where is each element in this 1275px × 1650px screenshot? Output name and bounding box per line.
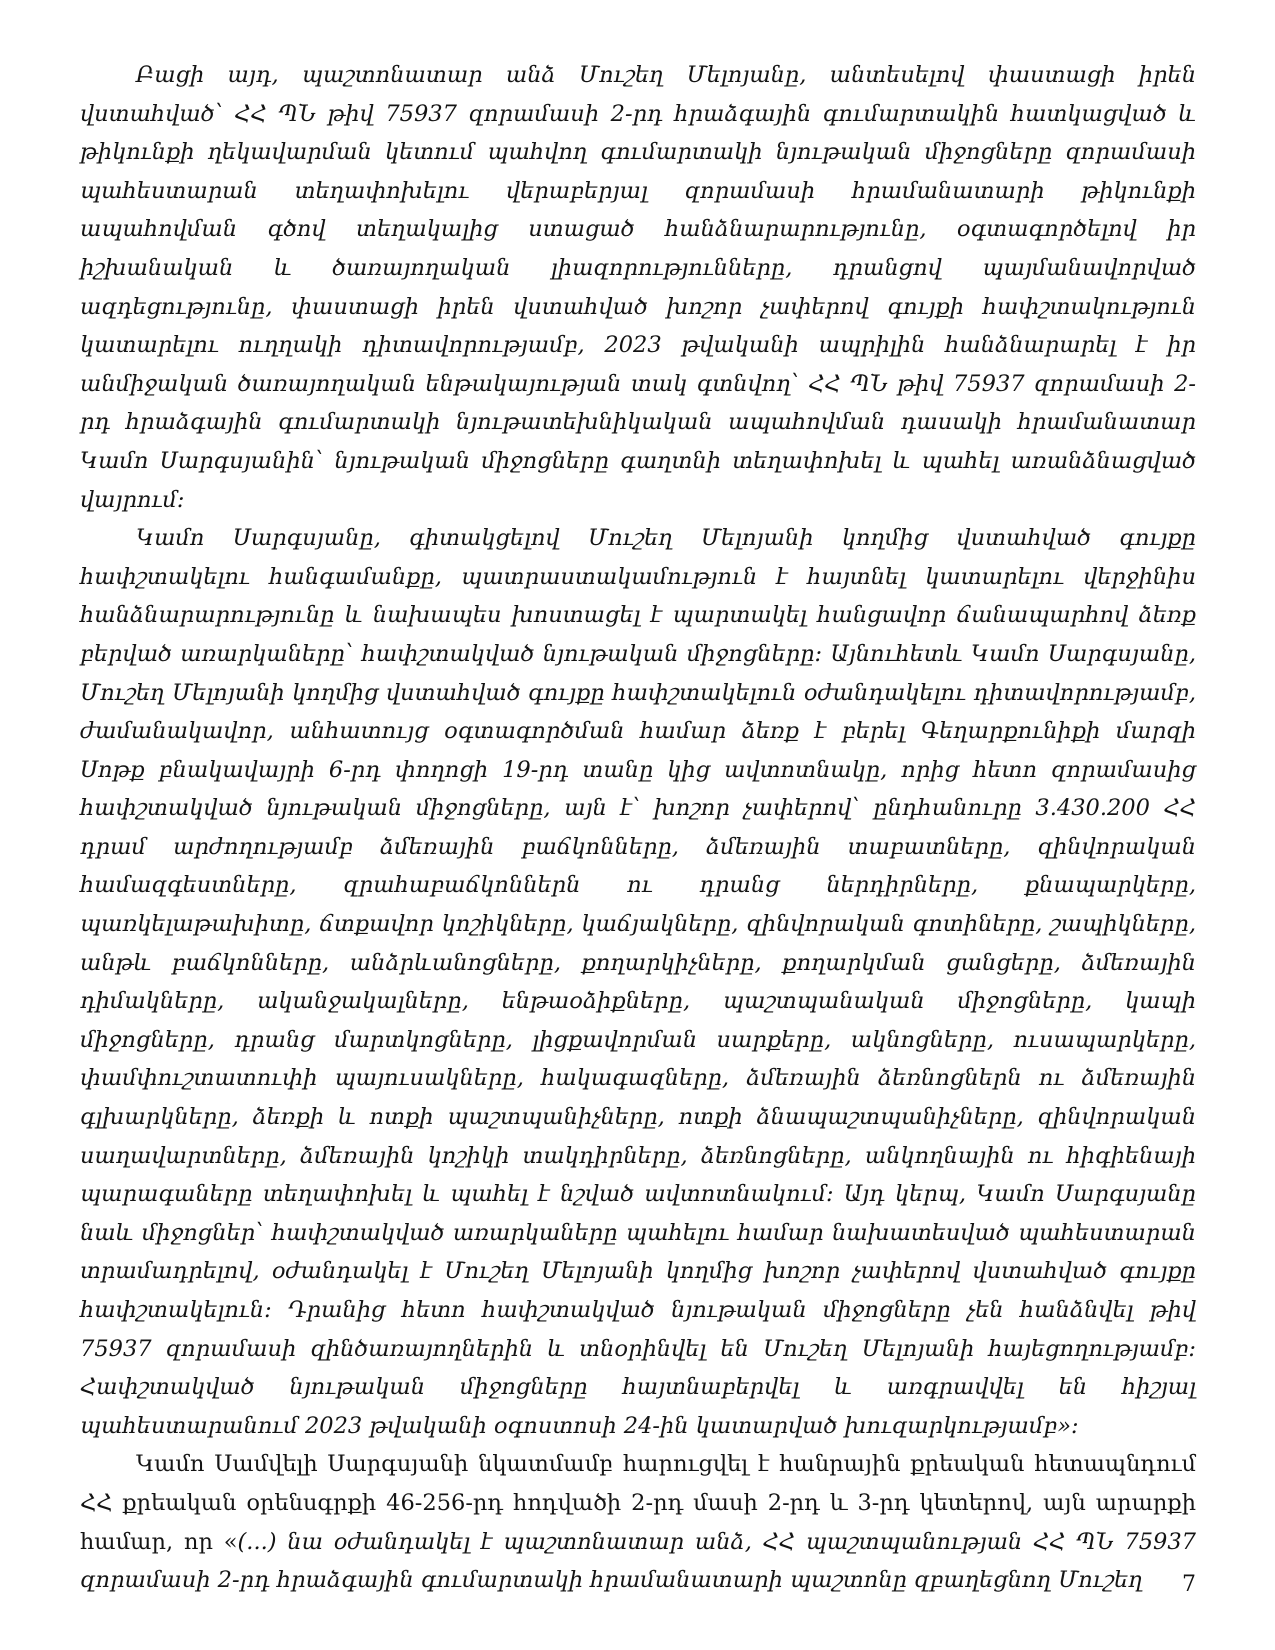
- paragraph-3-quoted-text: (...) նա օժանդակել է պաշտոնատար անձ, ՀՀ պաշտպանության ՀՀ ՊՆ 75937 զորամասի 2-րդ հրաձգային գումարտակի հրամանատարի պաշտոնը զբաղեցնող Մուշեղ: [80, 1528, 1197, 1594]
- paragraph-3-lead-text: Կամո Սամվելի Սարգսյանի նկատմամբ հարուցվել է հանրային քրեական հետապնդում ՀՀ քրեական օրենսգրքի 46-256-րդ հոդվածի 2-րդ մասի 2-րդ և 3-րդ կետերով, այն արարքի համար, որ «: [80, 1451, 1196, 1555]
- document-page: [80, 56, 1196, 1600]
- body-paragraph-2: Կամո Սարգսյանը, գիտակցելով Մուշեղ Մելոյանի կողմից վստահված գույքը հափշտակելու հանգամանքը, պատրաստակամություն է հայտնել կատարելու վերջինիս հանձնարարությունը և նախապես խոստացել է պարտակել հանցավոր ճանապարհով ձեռք բերված առարկաները՝ հափշտակված նյութական միջոցները: Այնուհետև Կամո Սարգսյանը, Մուշեղ Մելոյանի կողմից վստահված գույքը հափշտակելուն օժանդակելու դիտավորությամբ, ժամանակավոր, անհատույց օգտագործման համար ձեռք է բերել Գեղարքունիքի մարզի Սոթք բնակավայրի 6-րդ փողոցի 19-րդ տանը կից ավտոտնակը, որից հետո զորամասից հափշտակված նյութական միջոցները, այն է՝ խոշոր չափերով՝ ընդհանուրը 3.430.200 ՀՀ դրամ արժողությամբ ձմեռային բաճկոնները, ձմեռային տաբատները, զինվորական համազգեստները, զրահաբաճկոններն ու դրանց ներդիրները, քնապարկերը, պառկելաթախիտը, ճտքավոր կոշիկները, կաճյակները, զինվորական գոտիները, շապիկները, անթև բաճկոնները, անձրևանոցները, քողարկիչները, քողարկման ցանցերը, ձմեռային դիմակները, ականջակալները, ենթաօձիքները, պաշտպանական միջոցները, կապի միջոցները, դրանց մարտկոցները, լիցքավորման սարքերը, ակնոցները, ուսապարկերը, փամփուշտատուփի պայուսակները, հակագազները, ձմեռային ձեռնոցներն ու ձմեռային գլխարկները, ձեռքի և ոտքի պաշտպանիչները, ոտքի ձնապաշտպանիչները, զինվորական սաղավարտները, ձմեռային կոշիկի տակդիրները, ձեռնոցները, անկողնային ու հիգիենայի պարագաները տեղափոխել և պահել է նշված ավտոտնակում: Այդ կերպ, Կամո Սարգսյանը նաև միջոցներ՝ հափշտակված առարկաները պահելու համար նախատեսված պահեստարան տրամադրելով, օժանդակել է Մուշեղ Մելոյանի կողմից խոշոր չափերով վստահված գույքը հափշտակելուն: Դրանից հետո հափշտակված նյութական միջոցները չեն հանձնվել թիվ 75937 զորամասի զինծառայողներին և տնօրինվել են Մուշեղ Մելոյանի հայեցողությամբ: Հափշտակված նյութական միջոցները հայտնաբերվել և առգրավվել են հիշյալ պահեստարանում 2023 թվականի օգոստոսի 24-ին կատարված խուզարկությամբ»:: [80, 525, 1196, 1439]
- page-number: 7: [1182, 1572, 1196, 1597]
- body-paragraph-1: Բացի այդ, պաշտոնատար անձ Մուշեղ Մելոյանը, անտեսելով փաստացի իրեն վստահված՝ ՀՀ ՊՆ թիվ 75937 զորամասի 2-րդ հրաձգային գումարտակին հատկացված և թիկունքի ղեկավարման կետում պահվող գումարտակի նյութական միջոցները զորամասի պահեստարան տեղափոխելու վերաբերյալ զորամասի հրամանատարի թիկունքի ապահովման գծով տեղակալից ստացած հանձնարարությունը, օգտագործելով իր իշխանական և ծառայողական լիազորությունները, դրանցով պայմանավորված ազդեցությունը, փաստացի իրեն վստահված խոշոր չափերով գույքի հափշտակություն կատարելու ուղղակի դիտավորությամբ, 2023 թվականի ապրիլին հանձնարարել է իր անմիջական ծառայողական ենթակայության տակ գտնվող՝ ՀՀ ՊՆ թիվ 75937 զորամասի 2-րդ հրաձգային գումարտակի նյութատեխնիկական ապահովման դասակի հրամանատար Կամո Սարգսյանին՝ նյութական միջոցները գաղտնի տեղափոխել և պահել առանձնացված վայրում:: [80, 62, 1196, 513]
